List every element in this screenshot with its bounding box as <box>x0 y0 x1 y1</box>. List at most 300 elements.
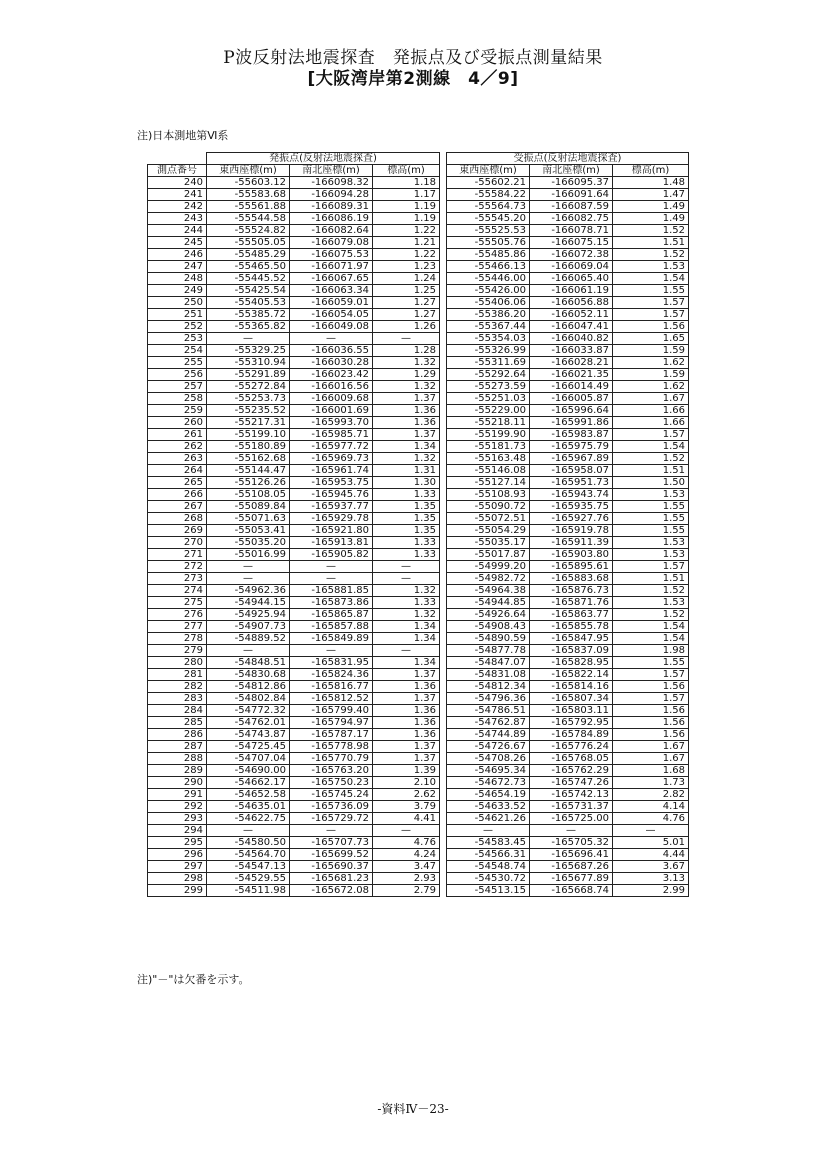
table-cell: 246 <box>148 249 207 261</box>
table-cell: -165876.73 <box>530 585 613 597</box>
table-cell: -54622.75 <box>207 813 290 825</box>
table-cell: -166030.28 <box>290 357 373 369</box>
table-cell: 284 <box>148 705 207 717</box>
table-cell: -165696.41 <box>530 849 613 861</box>
table-cell: -166036.55 <box>290 345 373 357</box>
table-cell: 1.28 <box>373 345 440 357</box>
table-cell: 1.57 <box>613 669 689 681</box>
table-cell: -166040.82 <box>530 333 613 345</box>
table-cell: 1.53 <box>613 537 689 549</box>
table-cell: -165799.40 <box>290 705 373 717</box>
table-cell: -55272.84 <box>207 381 290 393</box>
table-cell: -55144.47 <box>207 465 290 477</box>
table-cell: -55311.69 <box>447 357 530 369</box>
table-cell: — <box>447 825 530 837</box>
table-cell: -55072.51 <box>447 513 530 525</box>
table-cell: -55292.64 <box>447 369 530 381</box>
table-cell: -54652.58 <box>207 789 290 801</box>
table-cell: -165770.79 <box>290 753 373 765</box>
table-cell: -55426.00 <box>447 285 530 297</box>
table-cell: 244 <box>148 225 207 237</box>
table-cell: 1.36 <box>373 717 440 729</box>
table-row <box>148 213 689 225</box>
table-cell: 3.13 <box>613 873 689 885</box>
table-cell: -165951.73 <box>530 477 613 489</box>
table-cell: -165905.82 <box>290 549 373 561</box>
table-cell: 253 <box>148 333 207 345</box>
table-row <box>148 765 689 777</box>
table-row <box>148 669 689 681</box>
table-cell: -54529.55 <box>207 873 290 885</box>
table-cell: -165873.86 <box>290 597 373 609</box>
table-cell: -165668.74 <box>530 885 613 897</box>
table-cell: 1.36 <box>373 417 440 429</box>
table-cell: -166082.75 <box>530 213 613 225</box>
table-cell: -165977.72 <box>290 441 373 453</box>
table-cell: 1.65 <box>613 333 689 345</box>
table-cell: — <box>373 825 440 837</box>
table-cell: -55089.84 <box>207 501 290 513</box>
table-cell: -165911.39 <box>530 537 613 549</box>
table-cell: 1.36 <box>373 705 440 717</box>
table-row <box>148 429 689 441</box>
table-cell: 2.82 <box>613 789 689 801</box>
table-row <box>148 849 689 861</box>
table-cell: -165937.77 <box>290 501 373 513</box>
table-cell: -55108.93 <box>447 489 530 501</box>
column-header: 南北座標(m) <box>290 165 373 177</box>
table-cell: -55329.25 <box>207 345 290 357</box>
table-cell: 1.18 <box>373 177 440 189</box>
table-cell: 1.52 <box>613 225 689 237</box>
table-cell: 1.55 <box>613 501 689 513</box>
table-cell: -165762.29 <box>530 765 613 777</box>
table-cell: 1.51 <box>613 573 689 585</box>
table-cell: 1.57 <box>613 561 689 573</box>
table-cell: -55017.87 <box>447 549 530 561</box>
table-cell: — <box>207 561 290 573</box>
table-cell: 1.48 <box>613 177 689 189</box>
table-cell: 1.52 <box>613 609 689 621</box>
table-cell: -54772.32 <box>207 705 290 717</box>
table-cell: -166071.97 <box>290 261 373 273</box>
table-cell: -166072.38 <box>530 249 613 261</box>
table-cell: 1.53 <box>613 549 689 561</box>
table-cell: -165921.80 <box>290 525 373 537</box>
table-cell: 1.49 <box>613 201 689 213</box>
table-cell: -54907.73 <box>207 621 290 633</box>
table-cell: -165677.89 <box>530 873 613 885</box>
table-row <box>148 525 689 537</box>
table-cell: 1.56 <box>613 717 689 729</box>
table-cell: -55162.68 <box>207 453 290 465</box>
table-cell: -55466.13 <box>447 261 530 273</box>
table-cell: 291 <box>148 789 207 801</box>
table-cell: -166087.59 <box>530 201 613 213</box>
table-cell: -55445.52 <box>207 273 290 285</box>
table-cell: -166001.69 <box>290 405 373 417</box>
table-cell: -55229.00 <box>447 405 530 417</box>
table-cell: -55561.88 <box>207 201 290 213</box>
table-row <box>148 633 689 645</box>
table-cell: 1.32 <box>373 381 440 393</box>
table-cell: 1.32 <box>373 453 440 465</box>
table-cell: -55251.03 <box>447 393 530 405</box>
table-cell: -165991.86 <box>530 417 613 429</box>
table-cell: -165784.89 <box>530 729 613 741</box>
table-cell: 295 <box>148 837 207 849</box>
table-cell: -166065.40 <box>530 273 613 285</box>
missing-number-note: 注)"－"は欠番を示す。 <box>137 973 250 986</box>
table-cell: -55465.50 <box>207 261 290 273</box>
table-cell: -54635.01 <box>207 801 290 813</box>
table-cell: 252 <box>148 321 207 333</box>
table-cell: 240 <box>148 177 207 189</box>
table-cell: -54530.72 <box>447 873 530 885</box>
table-cell: 259 <box>148 405 207 417</box>
table-cell: 1.36 <box>373 405 440 417</box>
table-cell: 1.34 <box>373 657 440 669</box>
table-row <box>148 297 689 309</box>
table-cell: -54547.13 <box>207 861 290 873</box>
table-cell: 296 <box>148 849 207 861</box>
table-cell: -166098.32 <box>290 177 373 189</box>
table-cell: 1.55 <box>613 513 689 525</box>
table-row <box>148 801 689 813</box>
table-cell: -166095.37 <box>530 177 613 189</box>
table-cell: 290 <box>148 777 207 789</box>
table-row <box>148 369 689 381</box>
table-cell: 1.32 <box>373 357 440 369</box>
table-cell: -55545.20 <box>447 213 530 225</box>
table-cell: 1.30 <box>373 477 440 489</box>
table-cell: -166014.49 <box>530 381 613 393</box>
table-cell: -165681.23 <box>290 873 373 885</box>
table-cell: -165961.74 <box>290 465 373 477</box>
table-cell: 4.44 <box>613 849 689 861</box>
table-row <box>148 573 689 585</box>
table-cell: -54786.51 <box>447 705 530 717</box>
table-cell: 292 <box>148 801 207 813</box>
table-row <box>148 441 689 453</box>
table-row <box>148 309 689 321</box>
table-cell: -55053.41 <box>207 525 290 537</box>
table-cell: -165745.24 <box>290 789 373 801</box>
table-cell: 285 <box>148 717 207 729</box>
table-row <box>148 357 689 369</box>
table-cell: -165929.78 <box>290 513 373 525</box>
table-cell: -55181.73 <box>447 441 530 453</box>
column-header: 標高(m) <box>613 165 689 177</box>
blank-header-cell <box>148 153 207 165</box>
table-cell: 1.22 <box>373 225 440 237</box>
table-body <box>148 177 689 897</box>
table-cell: 1.37 <box>373 741 440 753</box>
table-cell: -166069.04 <box>530 261 613 273</box>
table-cell: -55354.03 <box>447 333 530 345</box>
table-cell: -55035.20 <box>207 537 290 549</box>
table-cell: 249 <box>148 285 207 297</box>
table-cell: 1.66 <box>613 405 689 417</box>
table-cell: — <box>373 645 440 657</box>
table-cell: 1.53 <box>613 489 689 501</box>
table-cell: 1.53 <box>613 261 689 273</box>
table-cell: 248 <box>148 273 207 285</box>
table-cell: -166021.35 <box>530 369 613 381</box>
table-cell: 1.52 <box>613 585 689 597</box>
table-cell: -166061.19 <box>530 285 613 297</box>
table-cell: -55199.10 <box>207 429 290 441</box>
table-cell: -165967.89 <box>530 453 613 465</box>
table-cell: — <box>290 573 373 585</box>
table-cell: 1.32 <box>373 609 440 621</box>
table-cell: 1.34 <box>373 621 440 633</box>
table-cell: -165969.73 <box>290 453 373 465</box>
table-cell: -54877.78 <box>447 645 530 657</box>
table-cell: -165903.80 <box>530 549 613 561</box>
table-cell: 1.54 <box>613 621 689 633</box>
table-cell: 1.33 <box>373 597 440 609</box>
table-cell: -165768.05 <box>530 753 613 765</box>
table-row <box>148 885 689 897</box>
table-cell: -166054.05 <box>290 309 373 321</box>
table-cell: -55524.82 <box>207 225 290 237</box>
table-cell: -54548.74 <box>447 861 530 873</box>
table-cell: 1.62 <box>613 357 689 369</box>
table-cell: -55071.63 <box>207 513 290 525</box>
table-row <box>148 249 689 261</box>
table-cell: -166086.19 <box>290 213 373 225</box>
table-cell: -166075.53 <box>290 249 373 261</box>
table-row <box>148 705 689 717</box>
table-cell: -55525.53 <box>447 225 530 237</box>
table-cell: -165812.52 <box>290 693 373 705</box>
table-cell: 288 <box>148 753 207 765</box>
table-cell: -165747.26 <box>530 777 613 789</box>
table-cell: 283 <box>148 693 207 705</box>
table-cell: 272 <box>148 561 207 573</box>
table-cell: -165847.95 <box>530 633 613 645</box>
table-cell: -165855.78 <box>530 621 613 633</box>
table-cell: -165705.32 <box>530 837 613 849</box>
table-cell: -166079.08 <box>290 237 373 249</box>
table-cell: -54796.36 <box>447 693 530 705</box>
table-cell: -165837.09 <box>530 645 613 657</box>
column-header: 測点番号 <box>148 165 207 177</box>
table-cell: -55446.00 <box>447 273 530 285</box>
table-cell: 281 <box>148 669 207 681</box>
table-cell: -165985.71 <box>290 429 373 441</box>
table-cell: 268 <box>148 513 207 525</box>
column-header: 東西座標(m) <box>207 165 290 177</box>
table-cell: -54633.52 <box>447 801 530 813</box>
table-cell: 4.24 <box>373 849 440 861</box>
table-cell: 1.34 <box>373 633 440 645</box>
table-cell: -55108.05 <box>207 489 290 501</box>
table-cell: 1.55 <box>613 657 689 669</box>
table-cell: 267 <box>148 501 207 513</box>
table-row <box>148 813 689 825</box>
table-cell: 294 <box>148 825 207 837</box>
table-cell: 5.01 <box>613 837 689 849</box>
table-cell: 2.93 <box>373 873 440 885</box>
table-cell: 2.62 <box>373 789 440 801</box>
table-cell: -55505.76 <box>447 237 530 249</box>
table-cell: — <box>290 645 373 657</box>
table-cell: 1.67 <box>613 741 689 753</box>
table-cell: -165742.13 <box>530 789 613 801</box>
table-row <box>148 597 689 609</box>
table-cell: 261 <box>148 429 207 441</box>
table-cell: -166067.65 <box>290 273 373 285</box>
table-cell: — <box>613 825 689 837</box>
table-row <box>148 657 689 669</box>
table-cell: -166075.15 <box>530 237 613 249</box>
table-row <box>148 621 689 633</box>
table-cell: 1.32 <box>373 585 440 597</box>
table-cell: 1.37 <box>373 393 440 405</box>
table-cell: 1.51 <box>613 465 689 477</box>
table-cell: -54707.04 <box>207 753 290 765</box>
table-row <box>148 237 689 249</box>
table-cell: -55054.29 <box>447 525 530 537</box>
table-cell: 286 <box>148 729 207 741</box>
table-cell: -54566.31 <box>447 849 530 861</box>
table-cell: 1.52 <box>613 453 689 465</box>
table-cell: — <box>530 825 613 837</box>
table-cell: 278 <box>148 633 207 645</box>
table-row <box>148 861 689 873</box>
table-cell: 1.34 <box>373 441 440 453</box>
table-row <box>148 585 689 597</box>
table-row <box>148 261 689 273</box>
table-cell: -55146.08 <box>447 465 530 477</box>
table-cell: 1.54 <box>613 441 689 453</box>
table-cell: 276 <box>148 609 207 621</box>
table-cell: 1.55 <box>613 285 689 297</box>
table-cell: 1.73 <box>613 777 689 789</box>
table-cell: -54690.00 <box>207 765 290 777</box>
table-cell: -55163.48 <box>447 453 530 465</box>
table-row <box>148 717 689 729</box>
table-cell: -55367.44 <box>447 321 530 333</box>
column-header-row <box>148 165 689 177</box>
table-cell: 260 <box>148 417 207 429</box>
table-row <box>148 561 689 573</box>
table-cell: 241 <box>148 189 207 201</box>
document-title: P波反射法地震探査 発振点及び受振点測量結果 <box>223 48 603 68</box>
table-cell: — <box>290 825 373 837</box>
table-row <box>148 201 689 213</box>
table-cell: -166005.87 <box>530 393 613 405</box>
table-cell: 275 <box>148 597 207 609</box>
table-cell: -165857.88 <box>290 621 373 633</box>
table-cell: 3.67 <box>613 861 689 873</box>
table-cell: -165828.95 <box>530 657 613 669</box>
table-row <box>148 537 689 549</box>
table-cell: -54889.52 <box>207 633 290 645</box>
table-cell: 1.26 <box>373 321 440 333</box>
table-cell: 4.14 <box>613 801 689 813</box>
column-header: 東西座標(m) <box>447 165 530 177</box>
table-row <box>148 177 689 189</box>
table-cell: 1.53 <box>613 597 689 609</box>
table-row <box>148 417 689 429</box>
table-cell: 265 <box>148 477 207 489</box>
table-cell: -165927.76 <box>530 513 613 525</box>
table-cell: -165687.26 <box>530 861 613 873</box>
table-cell: -54708.26 <box>447 753 530 765</box>
table-cell: 1.22 <box>373 249 440 261</box>
table-cell: -55425.54 <box>207 285 290 297</box>
table-cell: 282 <box>148 681 207 693</box>
table-cell: -55326.99 <box>447 345 530 357</box>
table-cell: — <box>207 333 290 345</box>
table-cell: 1.49 <box>613 213 689 225</box>
table-cell: -165945.76 <box>290 489 373 501</box>
table-cell: 1.35 <box>373 501 440 513</box>
table-row <box>148 873 689 885</box>
table-cell: -54848.51 <box>207 657 290 669</box>
table-cell: -54982.72 <box>447 573 530 585</box>
table-cell: 1.56 <box>613 729 689 741</box>
table-row <box>148 681 689 693</box>
table-cell: 279 <box>148 645 207 657</box>
table-cell: -55405.53 <box>207 297 290 309</box>
table-cell: -55310.94 <box>207 357 290 369</box>
table-cell: 277 <box>148 621 207 633</box>
table-row <box>148 333 689 345</box>
table-cell: -165803.11 <box>530 705 613 717</box>
table-cell: — <box>207 825 290 837</box>
table-cell: 274 <box>148 585 207 597</box>
table-cell: -165792.95 <box>530 717 613 729</box>
table-cell: -165919.78 <box>530 525 613 537</box>
table-cell: 2.10 <box>373 777 440 789</box>
table-cell: 269 <box>148 525 207 537</box>
table-cell: -54744.89 <box>447 729 530 741</box>
table-cell: -55090.72 <box>447 501 530 513</box>
table-cell: 1.33 <box>373 537 440 549</box>
table-cell: -55035.17 <box>447 537 530 549</box>
table-cell: 289 <box>148 765 207 777</box>
table-cell: 3.79 <box>373 801 440 813</box>
table-cell: 1.54 <box>613 633 689 645</box>
table-cell: 299 <box>148 885 207 897</box>
table-cell: -166089.31 <box>290 201 373 213</box>
table-cell: -165943.74 <box>530 489 613 501</box>
table-cell: 1.55 <box>613 525 689 537</box>
table-cell: 1.36 <box>373 681 440 693</box>
table-cell: 4.41 <box>373 813 440 825</box>
table-row <box>148 477 689 489</box>
table-cell: -55291.89 <box>207 369 290 381</box>
table-cell: 1.50 <box>613 477 689 489</box>
table-cell: 1.19 <box>373 201 440 213</box>
table-cell: -166078.71 <box>530 225 613 237</box>
table-cell: -55253.73 <box>207 393 290 405</box>
datum-note: 注)日本測地第Ⅵ系 <box>137 129 229 142</box>
table-cell: -165776.24 <box>530 741 613 753</box>
table-cell: -166082.64 <box>290 225 373 237</box>
table-cell: -165831.95 <box>290 657 373 669</box>
table-cell: 266 <box>148 489 207 501</box>
table-cell: -165672.08 <box>290 885 373 897</box>
table-row <box>148 741 689 753</box>
table-cell: 242 <box>148 201 207 213</box>
table-cell: -54726.67 <box>447 741 530 753</box>
table-cell: -54812.86 <box>207 681 290 693</box>
